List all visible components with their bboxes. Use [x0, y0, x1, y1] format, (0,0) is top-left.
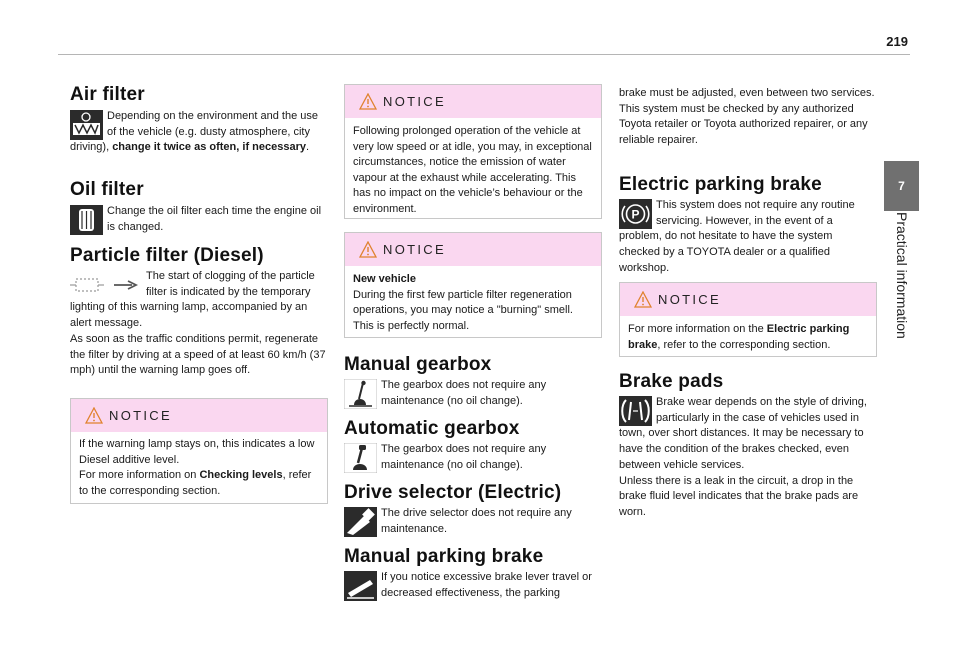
- header-rule: [58, 54, 910, 55]
- new-vehicle-heading: New vehicle: [353, 273, 416, 285]
- particle-filter-section: [70, 269, 326, 379]
- warning-triangle-icon: [359, 241, 377, 258]
- particle-filter-warning-icon: [70, 270, 142, 300]
- particle-filter-notice: [70, 398, 328, 504]
- chapter-title: Practical information: [894, 212, 910, 339]
- air-filter-heading: Air filter: [70, 84, 145, 105]
- drive-selector-icon: [344, 507, 377, 537]
- warning-triangle-icon: [634, 291, 652, 308]
- electric-parking-brake-heading: Electric parking brake: [619, 174, 822, 195]
- notice-text2-b: , refer to the corresponding section.: [79, 469, 312, 497]
- notice-label: NOTICE: [383, 94, 446, 109]
- manual-gearbox-icon: [344, 379, 377, 409]
- automatic-gearbox-icon: [344, 443, 377, 473]
- oil-filter-text: Change the oil filter each time the engine oil is changed.: [107, 205, 322, 233]
- notice-label: NOTICE: [383, 242, 446, 257]
- warning-triangle-icon: [85, 407, 103, 424]
- warning-triangle-icon: [359, 93, 377, 110]
- brake-pads-heading: Brake pads: [619, 371, 724, 392]
- oil-filter-icon: [70, 205, 103, 235]
- chapter-tab[interactable]: 7: [884, 161, 919, 211]
- automatic-gearbox-heading: Automatic gearbox: [344, 418, 520, 439]
- air-filter-text-b: .: [305, 141, 310, 154]
- manual-parking-brake-heading: Manual parking brake: [344, 546, 544, 567]
- epb-notice-text-a: For more information on the: [628, 323, 767, 335]
- new-vehicle-text: During the first few particle filter regeneration operations, you may notice a "burning" smell. This is perfectly normal.: [353, 288, 573, 332]
- notice-text2-bold: Checking levels: [199, 469, 283, 481]
- manual-parking-brake-text: If you notice excessive brake lever travel or decreased effectiveness, the parking: [381, 571, 592, 599]
- manual-gearbox-section: [344, 378, 600, 409]
- oil-filter-heading: Oil filter: [70, 179, 144, 200]
- particle-filter-text2: As soon as the traffic conditions permit, regenerate the filter by driving at a speed of at least 60 km/h (37 mph) until the warning lamp goes off.: [70, 332, 326, 377]
- air-filter-text-a: Depending on the environment and the use of the vehicle (e.g. dusty atmosphere, city driving),: [70, 110, 318, 154]
- parking-brake-lever-icon: [344, 571, 377, 601]
- manual-gearbox-heading: Manual gearbox: [344, 354, 492, 375]
- epb-notice-text-bold: Electric parking brake: [628, 323, 850, 351]
- epb-notice-text-b: , refer to the corresponding section.: [657, 338, 831, 351]
- oil-filter-section: [70, 204, 326, 235]
- particle-filter-heading: Particle filter (Diesel): [70, 245, 264, 266]
- manual-gearbox-text: The gearbox does not require any maintenance (no oil change).: [381, 379, 547, 407]
- electric-parking-brake-text: This system does not require any routine servicing. However, in the event of a problem, do not hesitate to have the system checked by a TOYOTA dealer or a qualified workshop.: [619, 199, 855, 274]
- automatic-gearbox-section: [344, 442, 600, 473]
- air-filter-text-bold: change it twice as often, if necessary: [112, 141, 306, 154]
- continued-text1: brake must be adjusted, even between two services.: [619, 87, 875, 99]
- notice-header: [345, 233, 601, 266]
- notice-header: [71, 399, 327, 432]
- continued-text2: This system must be checked by any authorized Toyota retailer or Toyota authorized repairer, or any reliable repairer.: [619, 102, 868, 147]
- page-number: 219: [886, 34, 908, 49]
- vapour-notice-text: Following prolonged operation of the vehicle at very low speed or at idle, you may, in exceptional circumstances, notice the emission of water vapour at the exhaust while accelerating. This has no impact on the vehicle’s behaviour or the environment.: [353, 125, 592, 215]
- vapour-notice: [344, 84, 602, 219]
- air-filter-section: [70, 109, 326, 156]
- air-filter-icon: [70, 110, 103, 140]
- notice-label: NOTICE: [658, 292, 721, 307]
- parking-brake-continued: [619, 86, 875, 149]
- manual-parking-brake-section: [344, 570, 600, 601]
- svg-text:P: P: [631, 207, 640, 222]
- drive-selector-section: [344, 506, 600, 537]
- notice-label: NOTICE: [109, 408, 172, 423]
- particle-filter-text1: The start of clogging of the particle filter is indicated by the temporary lighting of this warning lamp, accompanied by an alert message.: [70, 270, 315, 330]
- brake-pads-text2: Unless there is a leak in the circuit, a drop in the brake fluid level indicates that the brake pads are worn.: [619, 474, 859, 518]
- electric-parking-brake-section: [619, 198, 875, 277]
- new-vehicle-notice: [344, 232, 602, 338]
- electric-parking-brake-icon: [619, 199, 652, 229]
- drive-selector-heading: Drive selector (Electric): [344, 482, 562, 503]
- brake-pads-text1: Brake wear depends on the style of driving, particularly in the case of vehicles used in town, over short distances. It may be necessary to have the condition of the brakes checked, even between vehicle services.: [619, 396, 867, 471]
- notice-header: [620, 283, 876, 316]
- notice-text2-a: For more information on: [79, 469, 200, 481]
- notice-text1: If the warning lamp stays on, this indicates a low Diesel additive level.: [79, 438, 315, 466]
- automatic-gearbox-text: The gearbox does not require any maintenance (no oil change).: [381, 443, 547, 471]
- brake-pads-section: [619, 395, 875, 521]
- notice-header: [345, 85, 601, 118]
- electric-parking-brake-notice: [619, 282, 877, 357]
- brake-pads-icon: [619, 396, 652, 426]
- drive-selector-text: The drive selector does not require any maintenance.: [381, 507, 572, 535]
